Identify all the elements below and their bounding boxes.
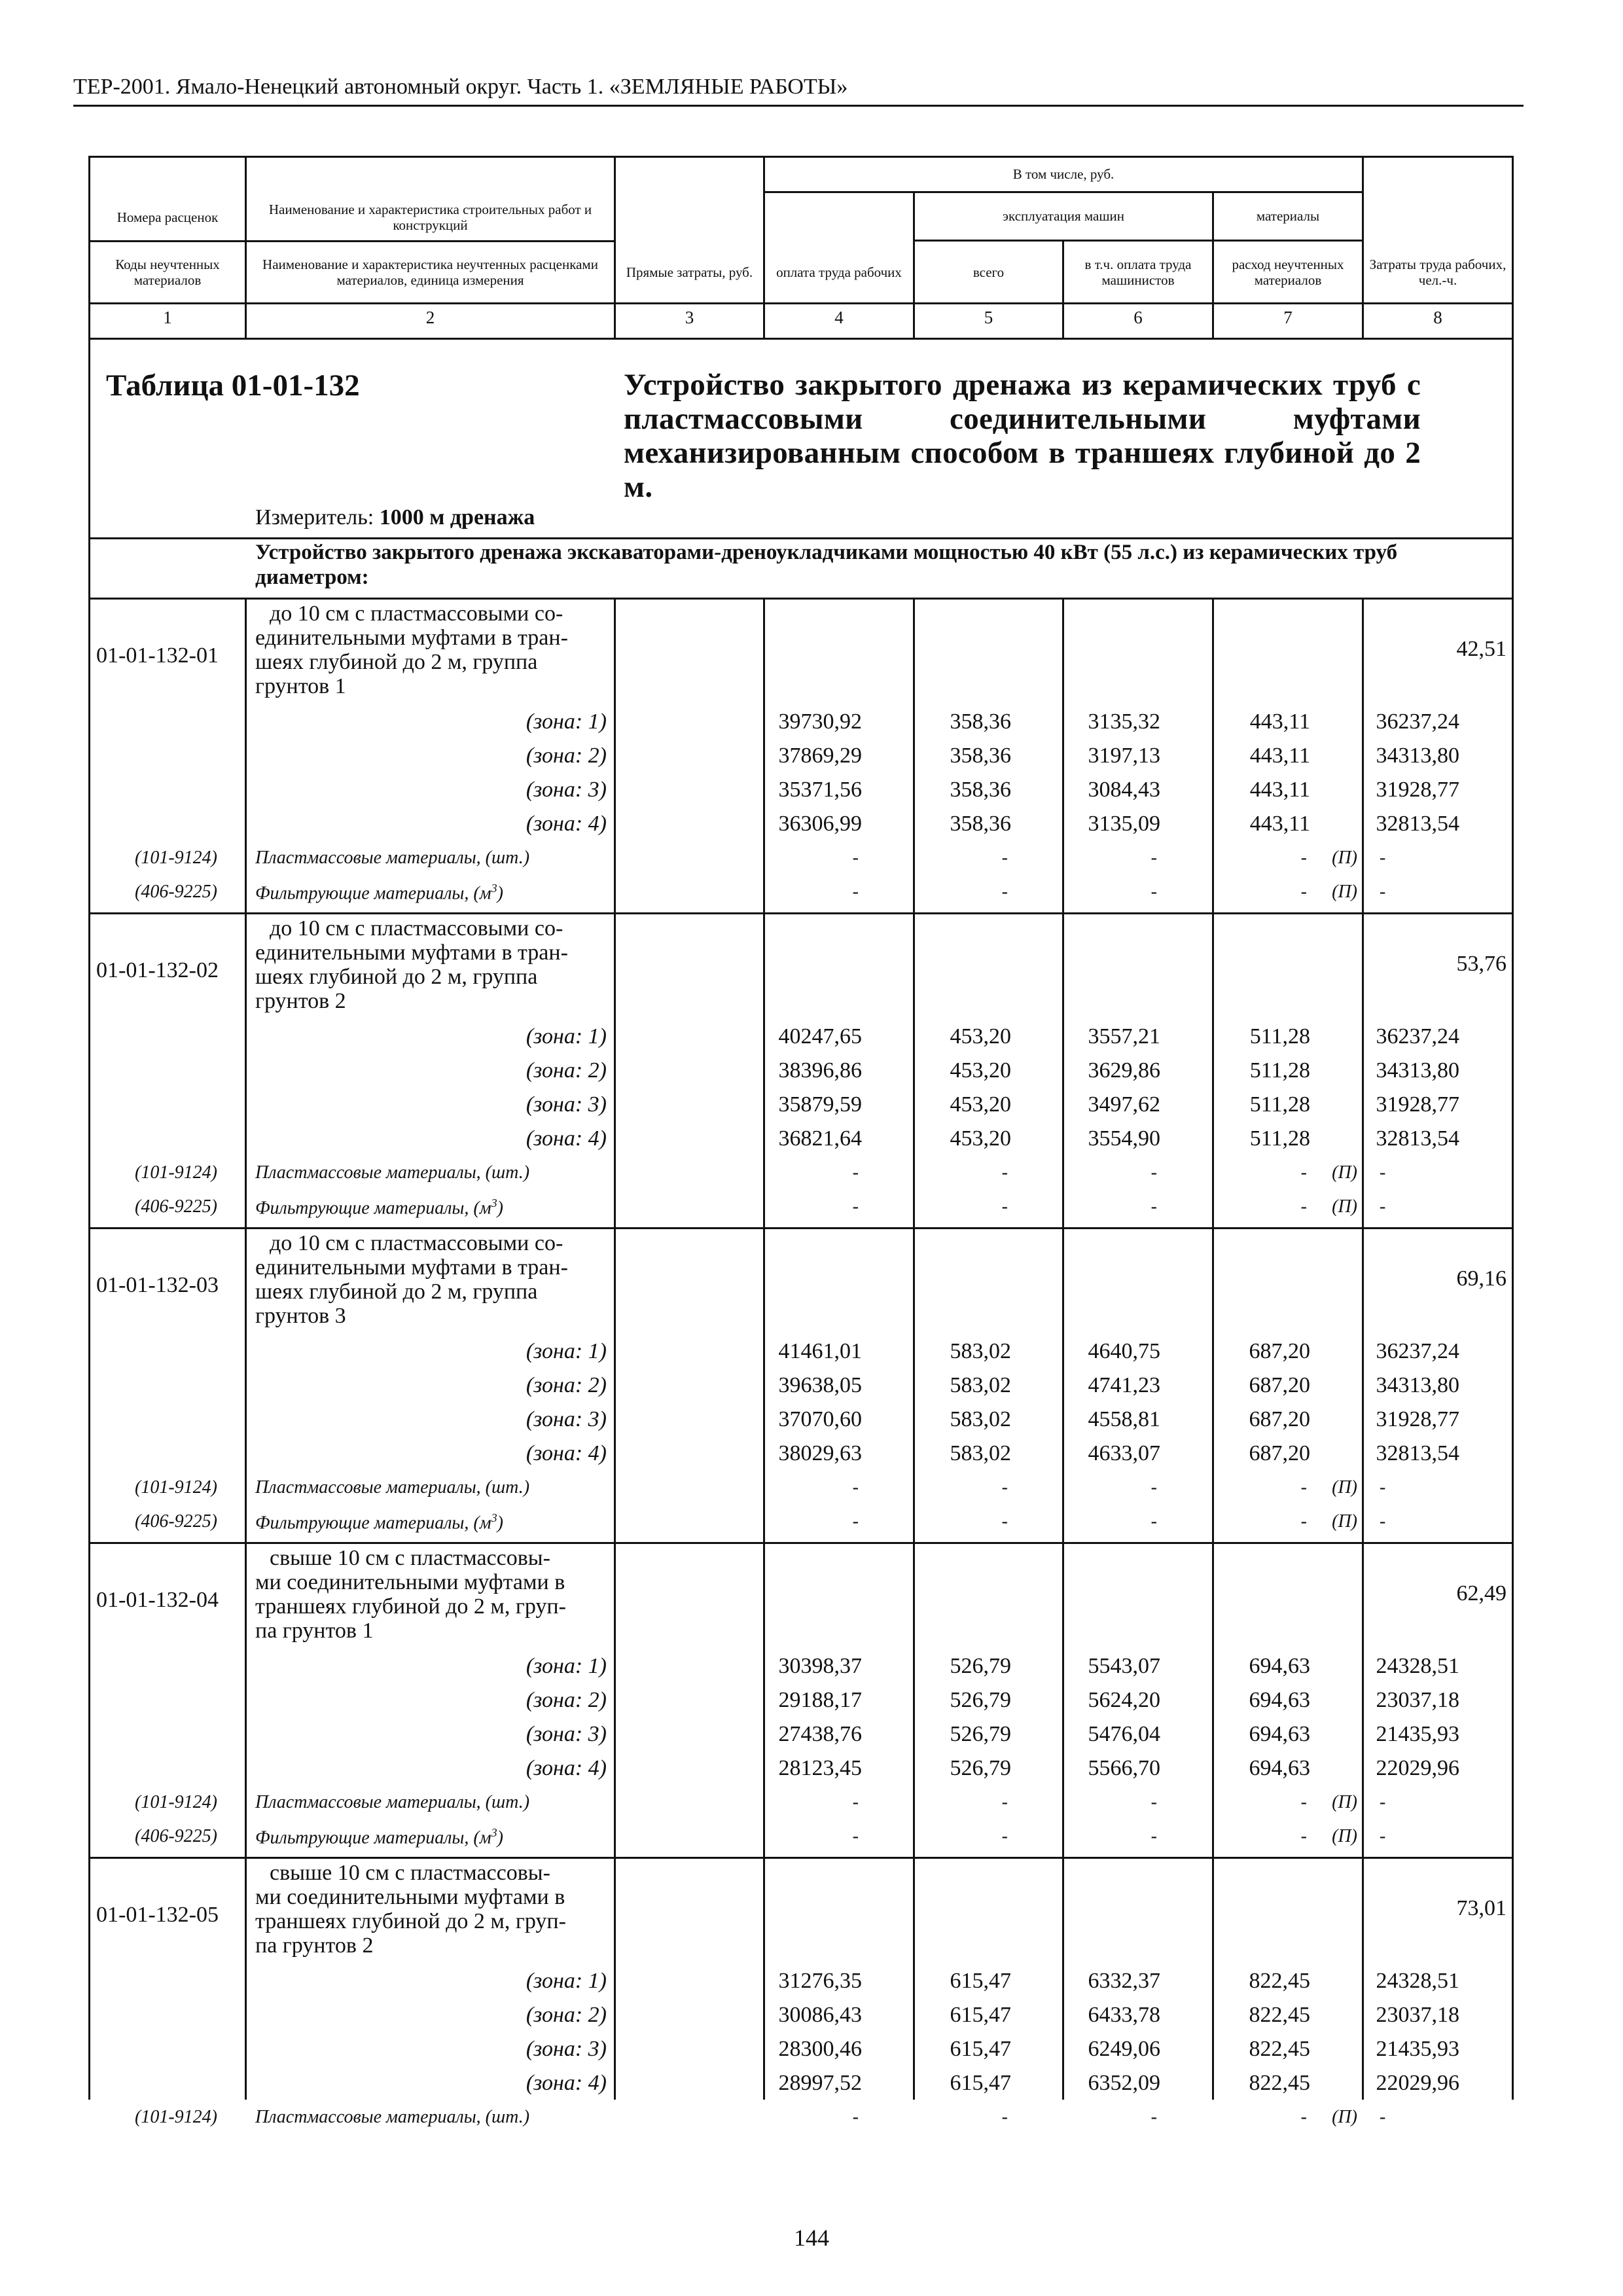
zone-value: 29188,17	[778, 1688, 862, 1712]
zone-value: 453,20	[950, 1092, 1011, 1117]
zone-label: (зона: 4)	[526, 1441, 607, 1465]
zone-value: 37869,29	[778, 744, 862, 768]
material-mark: (П)	[1332, 1196, 1357, 1217]
material-dash: -	[1001, 1792, 1008, 1812]
zone-value: 694,63	[1249, 1722, 1310, 1746]
zone-value: 34313,80	[1376, 744, 1459, 768]
material-dash: -	[1150, 2107, 1157, 2127]
col-machines: эксплуатация машин	[1003, 208, 1124, 224]
description-line: грунтов 2	[255, 989, 346, 1013]
description-line: грунтов 1	[255, 674, 346, 698]
zone-value: 4640,75	[1088, 1339, 1160, 1363]
material-labor-dash: -	[1380, 1792, 1386, 1812]
col-wage: оплата труда рабочих	[776, 264, 902, 280]
zone-label: (зона: 2)	[526, 2003, 607, 2027]
zone-value: 453,20	[950, 1024, 1011, 1049]
material-dash: -	[1150, 848, 1157, 868]
material-mark: (П)	[1332, 1162, 1357, 1183]
colnum-6: 6	[1133, 308, 1143, 327]
zone-value: 37070,60	[778, 1407, 862, 1431]
colnum-2: 2	[425, 308, 435, 327]
zone-value: 4633,07	[1088, 1441, 1160, 1465]
material-dash: -	[852, 1826, 859, 1846]
zone-value: 32813,54	[1376, 812, 1459, 836]
zone-value: 822,45	[1249, 2071, 1310, 2095]
material-dash: -	[1150, 1511, 1157, 1532]
zone-value: 36821,64	[778, 1126, 862, 1151]
material-mark: (П)	[1332, 882, 1357, 902]
material-dash: -	[852, 848, 859, 868]
material-dash: -	[1150, 1196, 1157, 1217]
body-col-line-1	[245, 598, 247, 2100]
material-code: (101-9124)	[135, 2107, 217, 2127]
zone-value: 30398,37	[778, 1654, 862, 1678]
material-name	[255, 1477, 529, 1498]
material-name-tail: )	[497, 1198, 503, 1219]
material-dash: -	[1300, 1196, 1307, 1217]
material-labor-dash: -	[1380, 2107, 1386, 2127]
zone-value: 36237,24	[1376, 1024, 1459, 1049]
zone-value: 31928,77	[1376, 1092, 1459, 1117]
zone-value: 6332,37	[1088, 1969, 1160, 1993]
zone-value: 687,20	[1249, 1339, 1310, 1363]
material-dash: -	[852, 2107, 859, 2127]
body-col-line-6	[1212, 598, 1214, 2100]
header-line-mid	[88, 240, 614, 242]
zone-value: 615,47	[950, 2037, 1011, 2061]
zone-value: 21435,93	[1376, 1722, 1459, 1746]
material-dash: -	[1001, 848, 1008, 868]
zone-value: 22029,96	[1376, 2071, 1459, 2095]
zone-value: 583,02	[950, 1373, 1011, 1397]
description-line: до 10 см с пластмассовыми со-	[270, 601, 563, 626]
zone-value: 687,20	[1249, 1373, 1310, 1397]
zone-value: 41461,01	[778, 1339, 862, 1363]
zone-value: 23037,18	[1376, 2003, 1459, 2027]
material-code: (101-9124)	[135, 1162, 217, 1183]
colnum-8: 8	[1433, 308, 1442, 327]
colnum-5: 5	[984, 308, 993, 327]
material-mark: (П)	[1332, 1511, 1357, 1532]
zone-value: 3629,86	[1088, 1058, 1160, 1083]
zone-value: 35879,59	[778, 1092, 862, 1117]
zone-label: (зона: 1)	[526, 1654, 607, 1678]
zone-value: 615,47	[950, 1969, 1011, 1993]
body-col-line-2	[614, 598, 616, 2100]
material-dash: -	[852, 1477, 859, 1498]
col-incl: В том числе, руб.	[1012, 166, 1115, 182]
zone-label: (зона: 3)	[526, 1722, 607, 1746]
material-dash: -	[852, 1196, 859, 1217]
col-rates-no: Номера расценок	[116, 209, 219, 225]
zone-value: 3197,13	[1088, 744, 1160, 768]
rate-description	[255, 1861, 607, 1958]
description-line: единительными муфтами в тран-	[255, 1255, 568, 1280]
rate-separator	[88, 912, 1514, 914]
colnum-3: 3	[685, 308, 694, 327]
zone-value: 822,45	[1249, 2037, 1310, 2061]
measure-line	[255, 505, 535, 530]
zone-label: (зона: 2)	[526, 744, 607, 768]
material-labor-dash: -	[1380, 848, 1386, 868]
description-line: шеях глубиной до 2 м, группа	[255, 1280, 538, 1304]
zone-value: 443,11	[1249, 812, 1310, 836]
zone-label: (зона: 3)	[526, 2037, 607, 2061]
zone-value: 511,28	[1249, 1126, 1310, 1151]
material-unit-power: 3	[491, 1826, 497, 1839]
material-dash: -	[1001, 1196, 1008, 1217]
colnum-1: 1	[163, 308, 172, 327]
zone-value: 23037,18	[1376, 1688, 1459, 1712]
material-name-text: Пластмассовые материалы, (шт.)	[255, 848, 530, 868]
material-name-text: Фильтрующие материалы, (м	[255, 1513, 491, 1534]
material-dash: -	[1300, 1792, 1307, 1812]
header-rule	[73, 105, 1524, 107]
labor-cost: 42,51	[1456, 637, 1507, 661]
material-name	[255, 2107, 529, 2128]
material-labor-dash: -	[1380, 1477, 1386, 1498]
rate-code: 01-01-132-02	[96, 958, 219, 982]
zone-value: 5566,70	[1088, 1756, 1160, 1780]
col-mat-use: расход неучтенных материалов	[1232, 257, 1344, 288]
zone-value: 526,79	[950, 1722, 1011, 1746]
material-mark: (П)	[1332, 848, 1357, 868]
material-dash: -	[1150, 882, 1157, 902]
material-dash: -	[1001, 2107, 1008, 2127]
col-total: всего	[972, 264, 1005, 280]
material-code: (101-9124)	[135, 1477, 217, 1498]
zone-value: 5543,07	[1088, 1654, 1160, 1678]
description-line: до 10 см с пластмассовыми со-	[270, 1231, 563, 1255]
zone-value: 453,20	[950, 1126, 1011, 1151]
material-name	[255, 848, 529, 869]
section-title: Устройство закрытого дренажа экскаваторами-дреноукладчиками мощностью 40 кВт (55 л.с.) из керамических труб диаметром:	[255, 541, 1398, 589]
zone-value: 3135,09	[1088, 812, 1160, 836]
zone-label: (зона: 3)	[526, 778, 607, 802]
zone-label: (зона: 1)	[526, 709, 607, 734]
zone-value: 583,02	[950, 1441, 1011, 1465]
zone-value: 511,28	[1249, 1058, 1310, 1083]
material-dash: -	[1001, 1162, 1008, 1183]
zone-value: 4741,23	[1088, 1373, 1160, 1397]
zone-value: 27438,76	[778, 1722, 862, 1746]
table-title: Таблица 01-01-132	[106, 368, 360, 403]
material-name-text: Фильтрующие материалы, (м	[255, 1198, 491, 1219]
body-col-line-5	[1062, 598, 1064, 2100]
measure-label: Измеритель:	[255, 505, 374, 529]
material-dash: -	[1300, 1477, 1307, 1498]
zone-value: 526,79	[950, 1688, 1011, 1712]
material-labor-dash: -	[1380, 1511, 1386, 1532]
rate-separator	[88, 1227, 1514, 1229]
material-dash: -	[1300, 1826, 1307, 1846]
rate-code: 01-01-132-05	[96, 1903, 219, 1927]
material-dash: -	[1300, 2107, 1307, 2127]
zone-value: 3135,32	[1088, 709, 1160, 734]
description-line: шеях глубиной до 2 м, группа	[255, 650, 538, 674]
material-dash: -	[1001, 882, 1008, 902]
material-labor-dash: -	[1380, 1196, 1386, 1217]
zone-label: (зона: 2)	[526, 1688, 607, 1712]
zone-value: 3084,43	[1088, 778, 1160, 802]
description-line: траншеях глубиной до 2 м, груп-	[255, 1594, 566, 1619]
rate-code: 01-01-132-03	[96, 1273, 219, 1297]
labor-cost: 69,16	[1456, 1266, 1507, 1291]
zone-value: 32813,54	[1376, 1441, 1459, 1465]
zone-value: 687,20	[1249, 1441, 1310, 1465]
zone-label: (зона: 4)	[526, 1126, 607, 1151]
zone-value: 358,36	[950, 744, 1011, 768]
rate-description	[255, 1231, 607, 1328]
page-number: 144	[794, 2225, 829, 2251]
zone-value: 822,45	[1249, 2003, 1310, 2027]
description-line: грунтов 3	[255, 1304, 346, 1328]
zone-value: 21435,93	[1376, 2037, 1459, 2061]
material-name	[255, 1196, 503, 1219]
zone-value: 39730,92	[778, 709, 862, 734]
running-header: ТЕР-2001. Ямало-Ненецкий автономный округ. Часть 1. «ЗЕМЛЯНЫЕ РАБОТЫ»	[73, 75, 848, 99]
description-line: свыше 10 см с пластмассовы-	[270, 1546, 550, 1570]
zone-value: 6433,78	[1088, 2003, 1160, 2027]
material-dash: -	[852, 882, 859, 902]
zone-value: 28123,45	[778, 1756, 862, 1780]
material-code: (406-9225)	[135, 1196, 217, 1217]
material-dash: -	[1150, 1792, 1157, 1812]
rate-description	[255, 916, 607, 1013]
zone-value: 38029,63	[778, 1441, 862, 1465]
material-name-text: Фильтрующие материалы, (м	[255, 883, 491, 904]
material-labor-dash: -	[1380, 1162, 1386, 1183]
zone-value: 511,28	[1249, 1024, 1310, 1049]
material-name-text: Пластмассовые материалы, (шт.)	[255, 1162, 530, 1183]
rule-after-section	[88, 598, 1514, 600]
zone-value: 31276,35	[778, 1969, 862, 1993]
material-name	[255, 1792, 529, 1813]
material-dash: -	[852, 1511, 859, 1532]
zone-value: 38396,86	[778, 1058, 862, 1083]
material-dash: -	[1300, 1511, 1307, 1532]
zone-value: 453,20	[950, 1058, 1011, 1083]
zone-value: 31928,77	[1376, 778, 1459, 802]
material-code: (406-9225)	[135, 1826, 217, 1846]
zone-value: 36306,99	[778, 812, 862, 836]
col-codes: Коды неучтенных материалов	[115, 257, 220, 288]
col-materials: материалы	[1256, 208, 1320, 224]
zone-value: 39638,05	[778, 1373, 862, 1397]
col-name-mat: Наименование и характеристика неучтенных расценками материалов, единица измерения	[262, 257, 598, 288]
zone-value: 22029,96	[1376, 1756, 1459, 1780]
material-code: (101-9124)	[135, 848, 217, 868]
rate-separator	[88, 1857, 1514, 1859]
body-col-line-7	[1362, 598, 1364, 2100]
col-name: Наименование и характеристика строительных работ и конструкций	[268, 202, 592, 233]
material-unit-power: 3	[491, 1196, 497, 1210]
material-labor-dash: -	[1380, 1826, 1386, 1846]
material-dash: -	[852, 1162, 859, 1183]
material-code: (406-9225)	[135, 1511, 217, 1532]
material-dash: -	[1150, 1826, 1157, 1846]
zone-value: 526,79	[950, 1654, 1011, 1678]
material-unit-power: 3	[491, 1511, 497, 1524]
zone-value: 35371,56	[778, 778, 862, 802]
material-mark: (П)	[1332, 2107, 1357, 2127]
material-dash: -	[852, 1792, 859, 1812]
zone-value: 358,36	[950, 778, 1011, 802]
zone-label: (зона: 4)	[526, 812, 607, 836]
description-line: единительными муфтами в тран-	[255, 626, 568, 650]
zone-value: 32813,54	[1376, 1126, 1459, 1151]
zone-label: (зона: 2)	[526, 1058, 607, 1083]
description-line: шеях глубиной до 2 м, группа	[255, 965, 538, 989]
material-mark: (П)	[1332, 1826, 1357, 1846]
description-line: до 10 см с пластмассовыми со-	[270, 916, 563, 941]
description-line: па грунтов 1	[255, 1619, 374, 1643]
material-labor-dash: -	[1380, 882, 1386, 902]
zone-value: 822,45	[1249, 1969, 1310, 1993]
zone-value: 30086,43	[778, 2003, 862, 2027]
description-line: свыше 10 см с пластмассовы-	[270, 1861, 550, 1885]
table-right-border	[1512, 156, 1514, 2100]
zone-value: 28997,52	[778, 2071, 862, 2095]
material-name	[255, 1162, 529, 1183]
header-line-sub	[913, 240, 1363, 242]
material-dash: -	[1300, 848, 1307, 868]
zone-value: 24328,51	[1376, 1654, 1459, 1678]
zone-value: 3554,90	[1088, 1126, 1160, 1151]
zone-value: 24328,51	[1376, 1969, 1459, 1993]
material-name	[255, 882, 503, 904]
header-line-bottom	[88, 302, 1514, 304]
zone-value: 358,36	[950, 812, 1011, 836]
body-col-line-4	[913, 598, 915, 2100]
zone-value: 443,11	[1249, 744, 1310, 768]
labor-cost: 53,76	[1456, 952, 1507, 976]
material-mark: (П)	[1332, 1792, 1357, 1812]
material-dash: -	[1001, 1511, 1008, 1532]
zone-value: 36237,24	[1376, 709, 1459, 734]
material-mark: (П)	[1332, 1477, 1357, 1498]
rate-description	[255, 1546, 607, 1643]
material-name-tail: )	[497, 1513, 503, 1534]
material-name-text: Пластмассовые материалы, (шт.)	[255, 2107, 530, 2127]
description-line: ми соединительными муфтами в	[255, 1570, 565, 1594]
header-line-colnums	[88, 338, 1514, 340]
zone-value: 687,20	[1249, 1407, 1310, 1431]
zone-value: 615,47	[950, 2003, 1011, 2027]
zone-value: 28300,46	[778, 2037, 862, 2061]
labor-cost: 62,49	[1456, 1581, 1507, 1605]
material-dash: -	[1150, 1477, 1157, 1498]
zone-value: 526,79	[950, 1756, 1011, 1780]
zone-value: 6249,06	[1088, 2037, 1160, 2061]
material-dash: -	[1300, 882, 1307, 902]
col-direct: Прямые затраты, руб.	[626, 264, 753, 280]
material-unit-power: 3	[491, 882, 497, 895]
rate-code: 01-01-132-01	[96, 643, 219, 668]
material-name	[255, 1826, 503, 1848]
zone-value: 3557,21	[1088, 1024, 1160, 1049]
colnum-4: 4	[834, 308, 844, 327]
zone-value: 31928,77	[1376, 1407, 1459, 1431]
zone-value: 6352,09	[1088, 2071, 1160, 2095]
material-dash: -	[1001, 1477, 1008, 1498]
col-incl-wage: в т.ч. оплата труда машинистов	[1084, 257, 1192, 288]
body-col-line-3	[763, 598, 765, 2100]
zone-value: 5476,04	[1088, 1722, 1160, 1746]
zone-value: 583,02	[950, 1339, 1011, 1363]
zone-value: 358,36	[950, 709, 1011, 734]
zone-label: (зона: 1)	[526, 1339, 607, 1363]
zone-value: 5624,20	[1088, 1688, 1160, 1712]
material-dash: -	[1001, 1826, 1008, 1846]
material-code: (101-9124)	[135, 1792, 217, 1812]
zone-value: 511,28	[1249, 1092, 1310, 1117]
rule-after-measure	[88, 537, 1514, 539]
description-line: траншеях глубиной до 2 м, груп-	[255, 1909, 566, 1933]
rate-description	[255, 601, 607, 698]
measure-value: 1000 м дренажа	[379, 505, 535, 529]
description-line: ми соединительными муфтами в	[255, 1885, 565, 1909]
zone-label: (зона: 4)	[526, 1756, 607, 1780]
material-name	[255, 1511, 503, 1534]
material-name-tail: )	[497, 883, 503, 904]
zone-label: (зона: 3)	[526, 1092, 607, 1117]
material-name-text: Фильтрующие материалы, (м	[255, 1827, 491, 1848]
zone-value: 615,47	[950, 2071, 1011, 2095]
description-line: па грунтов 2	[255, 1933, 374, 1958]
labor-cost: 73,01	[1456, 1896, 1507, 1920]
zone-label: (зона: 4)	[526, 2071, 607, 2095]
colnum-7: 7	[1283, 308, 1293, 327]
zone-label: (зона: 3)	[526, 1407, 607, 1431]
zone-value: 694,63	[1249, 1688, 1310, 1712]
material-name-text: Пластмассовые материалы, (шт.)	[255, 1792, 530, 1812]
zone-label: (зона: 1)	[526, 1969, 607, 1993]
description-line: единительными муфтами в тран-	[255, 941, 568, 965]
zone-value: 694,63	[1249, 1654, 1310, 1678]
zone-value: 583,02	[950, 1407, 1011, 1431]
material-dash: -	[1300, 1162, 1307, 1183]
zone-value: 694,63	[1249, 1756, 1310, 1780]
material-code: (406-9225)	[135, 882, 217, 902]
material-dash: -	[1150, 1162, 1157, 1183]
zone-label: (зона: 2)	[526, 1373, 607, 1397]
zone-value: 36237,24	[1376, 1339, 1459, 1363]
zone-value: 443,11	[1249, 709, 1310, 734]
material-name-tail: )	[497, 1827, 503, 1848]
zone-value: 4558,81	[1088, 1407, 1160, 1431]
material-name-text: Пластмассовые материалы, (шт.)	[255, 1477, 530, 1498]
col-labor: Затраты труда рабочих, чел.-ч.	[1369, 257, 1507, 288]
zone-label: (зона: 1)	[526, 1024, 607, 1049]
rate-code: 01-01-132-04	[96, 1588, 219, 1612]
table-description: Устройство закрытого дренажа из керамических труб с пластмассовыми соединительными муфтами механизированным способом в траншеях глубиной до 2 м.	[624, 368, 1421, 504]
zone-value: 40247,65	[778, 1024, 862, 1049]
zone-value: 443,11	[1249, 778, 1310, 802]
zone-value: 34313,80	[1376, 1373, 1459, 1397]
zone-value: 3497,62	[1088, 1092, 1160, 1117]
zone-value: 34313,80	[1376, 1058, 1459, 1083]
rate-separator	[88, 1542, 1514, 1544]
